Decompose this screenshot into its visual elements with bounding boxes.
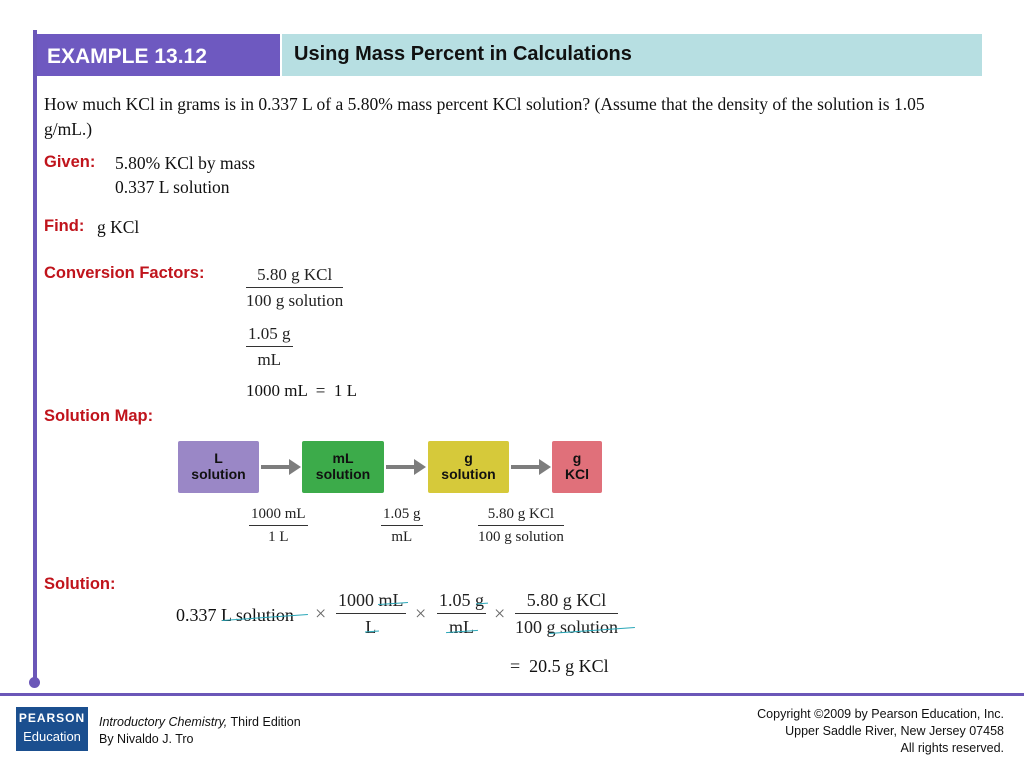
fraction-numerator: 1.05 g	[246, 324, 293, 347]
left-accent-line	[33, 30, 37, 682]
logo-bottom-text: Education	[23, 729, 81, 744]
box-line-2: solution	[315, 466, 371, 482]
map-box-ml-solution	[302, 441, 384, 493]
footer-divider	[0, 693, 1024, 696]
fraction-numerator: 1000 mL	[336, 590, 406, 614]
fraction-denominator: mL	[449, 617, 474, 637]
logo-top-text: PEARSON	[18, 711, 86, 725]
times-sign: ×	[415, 603, 427, 625]
solution-map-label: Solution Map:	[44, 407, 154, 425]
fraction-denominator: mL	[257, 350, 282, 369]
box-line-2: KCl	[564, 466, 590, 482]
fraction-denominator: 100 g solution	[246, 291, 344, 310]
fraction-denominator: 1 L	[268, 529, 289, 545]
fraction-denominator: mL	[391, 529, 413, 545]
fraction-numerator: 5.80 g KCl	[246, 265, 343, 288]
book-title: Introductory Chemistry,	[99, 715, 228, 729]
map-box-l-solution	[178, 441, 259, 493]
box-line-1: mL	[332, 450, 354, 466]
copyright-line-3: All rights reserved.	[900, 741, 1004, 755]
conversion-factor-mass-percent	[246, 265, 343, 311]
map-box-g-kcl	[552, 441, 602, 493]
copyright-notice	[757, 706, 1004, 757]
box-line-2: solution	[441, 466, 496, 482]
book-edition: Third Edition	[227, 715, 301, 729]
page-title: Using Mass Percent in Calculations	[282, 34, 982, 76]
solution-result: = 20.5 g KCl	[510, 656, 609, 676]
fraction-numerator: 1000 mL	[249, 506, 308, 526]
times-sign: ×	[494, 603, 506, 625]
fraction-numerator: 5.80 g KCl	[478, 506, 564, 526]
find-value: g KCl	[97, 217, 140, 237]
accent-dot	[29, 677, 40, 688]
conversion-factors-label: Conversion Factors:	[44, 264, 205, 282]
example-label: EXAMPLE 13.12	[37, 34, 280, 76]
pearson-logo	[16, 707, 88, 751]
map-arrow-2	[386, 465, 416, 469]
box-line-2: solution	[191, 466, 246, 482]
fraction-numerator: 1.05 g	[437, 590, 486, 614]
times-sign: ×	[315, 603, 327, 625]
given-line-1: 5.80% KCl by mass	[115, 153, 255, 173]
fraction-denominator: 100 g solution	[515, 617, 619, 637]
given-line-2: 0.337 L solution	[115, 177, 230, 197]
copyright-line-2: Upper Saddle River, New Jersey 07458	[785, 724, 1004, 738]
solution-label: Solution:	[44, 575, 116, 593]
map-arrow-1	[261, 465, 291, 469]
fraction-denominator: L	[365, 617, 377, 637]
copyright-line-1: Copyright ©2009 by Pearson Education, Inc.	[757, 707, 1004, 721]
conversion-factor-volume: 1000 mL = 1 L	[246, 381, 357, 400]
box-line-1: g	[464, 450, 473, 466]
map-factor-density	[381, 506, 423, 546]
fraction-numerator: 1.05 g	[381, 506, 423, 526]
map-arrow-3	[511, 465, 541, 469]
book-credit	[99, 714, 301, 748]
solution-start-quantity: 0.337 L solution	[176, 605, 294, 625]
map-factor-mass-percent	[478, 506, 564, 546]
given-label: Given:	[44, 153, 96, 171]
map-box-g-solution	[428, 441, 509, 493]
find-label: Find:	[44, 217, 85, 235]
book-author: By Nivaldo J. Tro	[99, 732, 194, 746]
conversion-factor-density	[246, 324, 293, 370]
fraction-numerator: 5.80 g KCl	[515, 590, 618, 614]
box-line-1: L	[214, 450, 223, 466]
map-factor-volume	[249, 506, 308, 546]
fraction-denominator: 100 g solution	[478, 529, 564, 545]
box-line-1: g	[572, 450, 582, 466]
question-text: How much KCl in grams is in 0.337 L of a 5.80% mass percent KCl solution? (Assume that the density of the solution is 1.05 g/mL.)	[44, 94, 925, 139]
